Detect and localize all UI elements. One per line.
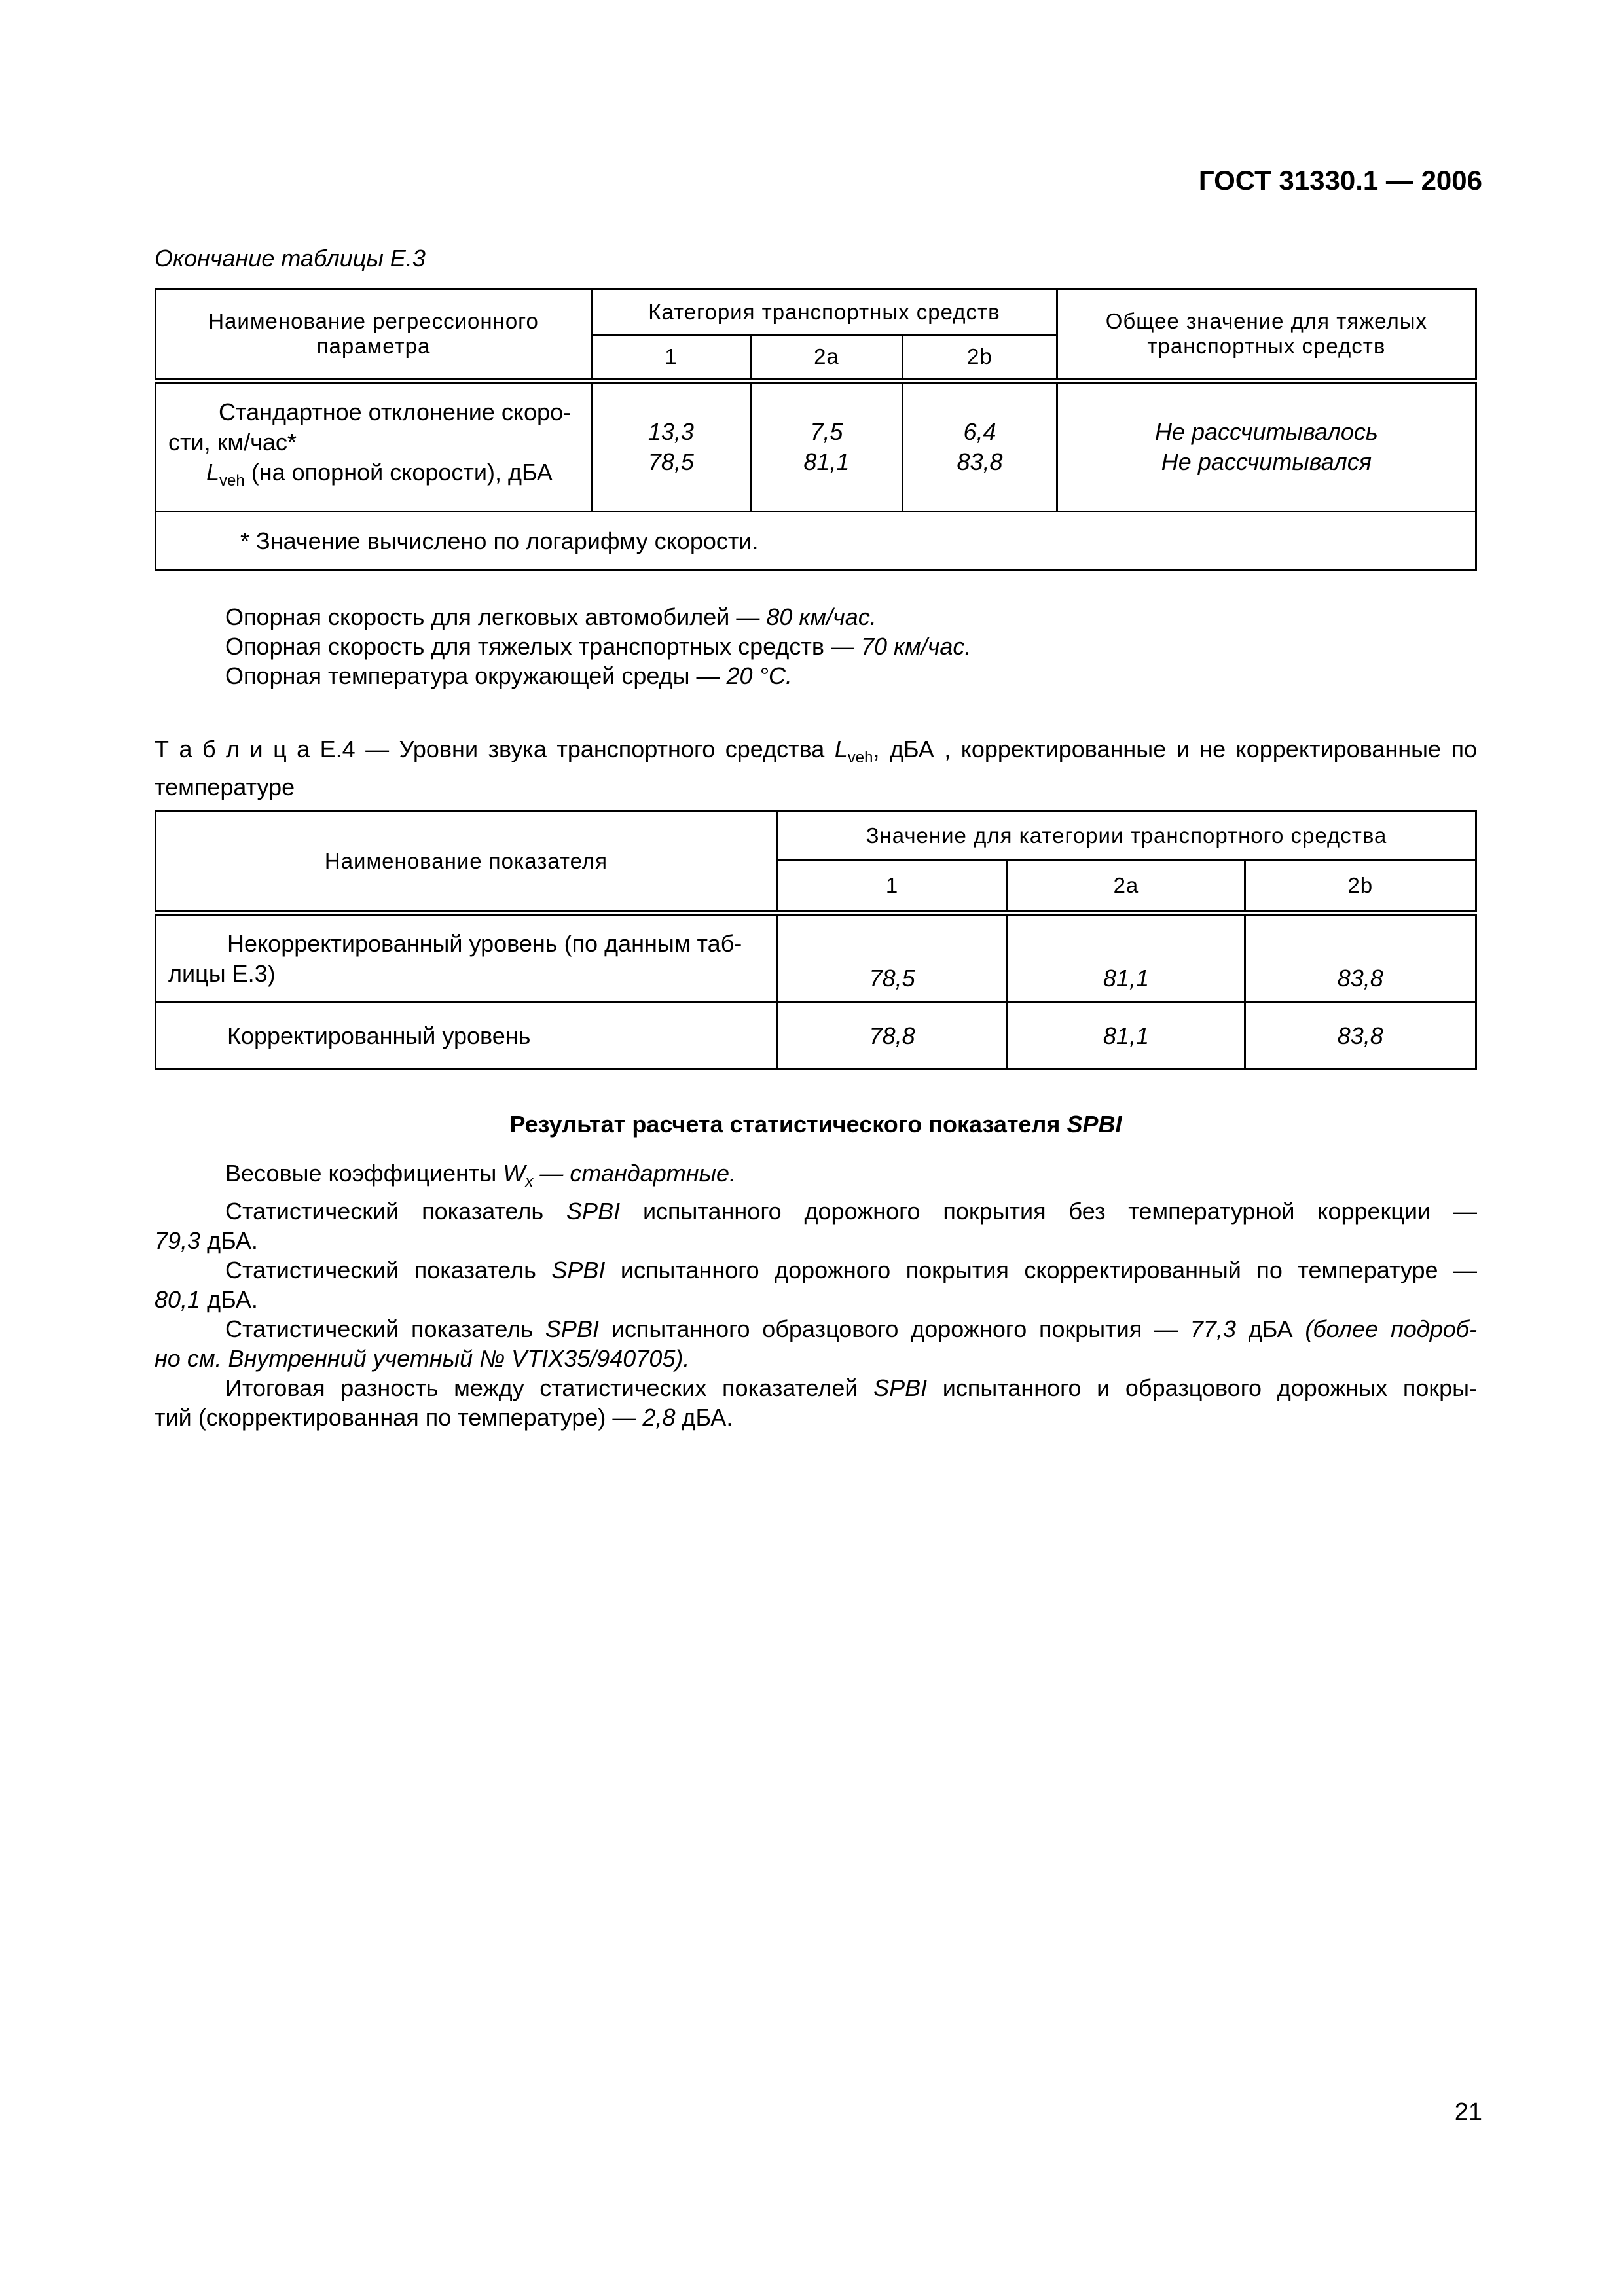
reference-line-2: Опорная скорость для тяжелых транспортных средств — 70 км/час. — [225, 633, 972, 660]
page-number: 21 — [1454, 2098, 1482, 2126]
lveh-symbol: L — [206, 459, 220, 486]
subheader-1: 1 — [592, 335, 751, 381]
result-p5: Итоговая разность между статистических показателей SPBI испытанного и образцового дорожных покры- — [225, 1374, 1477, 1402]
param-line1: Стандартное отклонение скоро- — [219, 399, 572, 426]
subheader-2a: 2а — [1008, 860, 1245, 914]
result-text: Весовые коэффициенты $W_x$ — стандартные. Статистический показатель SPBI испытанного дорожного покрытия без температурной коррекции — 79,3 дБА. Статистический показатель SPBI испытанного дорожного покрытия скорректированный по температуре — 80,1 дБА. Статистический показатель SPBI испытанного образцового дорожного покрытия — 77,3 дБА (более подроб- но см. Внутренний учетный № VTIX35/940705). Итоговая разность между статистических показателей SPBI испытанного и образцового дорожных покры- тий (скорректированная по температуре) — 2,8 дБА. — [155, 1160, 1478, 1431]
reference-line-1: Опорная скорость для легковых автомобилей — 80 км/час. — [225, 603, 877, 630]
table-e3-caption: Окончание таблицы Е.3 — [155, 245, 426, 272]
table-row: Некорректированный уровень (по данным таб- лицы Е.3) 78,5 81,1 83,8 — [156, 914, 1476, 1003]
param-cell: Стандартное отклонение скоро- сти, км/час* $L_{veh}$ (на опорной скорости), дБА — [156, 381, 592, 512]
result-p3: Статистический показатель SPBI испытанного дорожного покрытия скорректированный по температуре — — [225, 1257, 1478, 1284]
result-p2: Статистический показатель SPBI испытанного дорожного покрытия без температурной коррекции — — [225, 1198, 1477, 1225]
table-e3 — [155, 288, 1477, 571]
table-e4 — [155, 810, 1477, 1070]
value-cell-1: 13,3 78,5 — [592, 381, 751, 512]
subheader-2b: 2b — [1245, 860, 1476, 914]
subheader-1: 1 — [776, 860, 1007, 914]
document-code: ГОСТ 31330.1 — 2006 — [1198, 165, 1482, 196]
result-p4: Статистический показатель SPBI испытанного образцового дорожного покрытия — 77,3 дБА (более подроб- — [225, 1316, 1477, 1343]
header-general: Общее значение для тяжелых транспортных средств — [1057, 289, 1476, 381]
reference-line-3: Опорная температура окружающей среды — 20 °С. — [225, 662, 792, 689]
result-section-title: Результат расчета статистического показателя SPBI — [509, 1111, 1122, 1138]
header-values: Значение для категории транспортного средства — [776, 812, 1476, 860]
table-row: Корректированный уровень 78,8 81,1 83,8 — [156, 1003, 1476, 1069]
header-category: Категория транспортных средств — [592, 289, 1057, 335]
subheader-2a: 2а — [750, 335, 903, 381]
reference-values — [155, 602, 971, 691]
value-cell-2a: 7,5 81,1 — [750, 381, 903, 512]
value-cell-2b: 6,4 83,8 — [903, 381, 1057, 512]
table-footnote: * Значение вычислено по логарифму скорости. — [156, 512, 1476, 571]
subheader-2b: 2b — [903, 335, 1057, 381]
table-e4-title: Т а б л и ц а Е.4 — Уровни звука транспортного средства $L_{veh}$, дБА , корректированные и не корректированные по температуре — [155, 736, 1477, 801]
value-cell-general: Не рассчитывалось Не рассчитывался — [1057, 381, 1476, 512]
header-name: Наименование показателя — [156, 812, 777, 914]
header-param: Наименование регрессионного параметра — [156, 289, 592, 381]
result-p1: Весовые коэффициенты $W_x$ — стандартные. — [225, 1160, 737, 1191]
param-line2: сти, км/час* — [168, 429, 297, 456]
